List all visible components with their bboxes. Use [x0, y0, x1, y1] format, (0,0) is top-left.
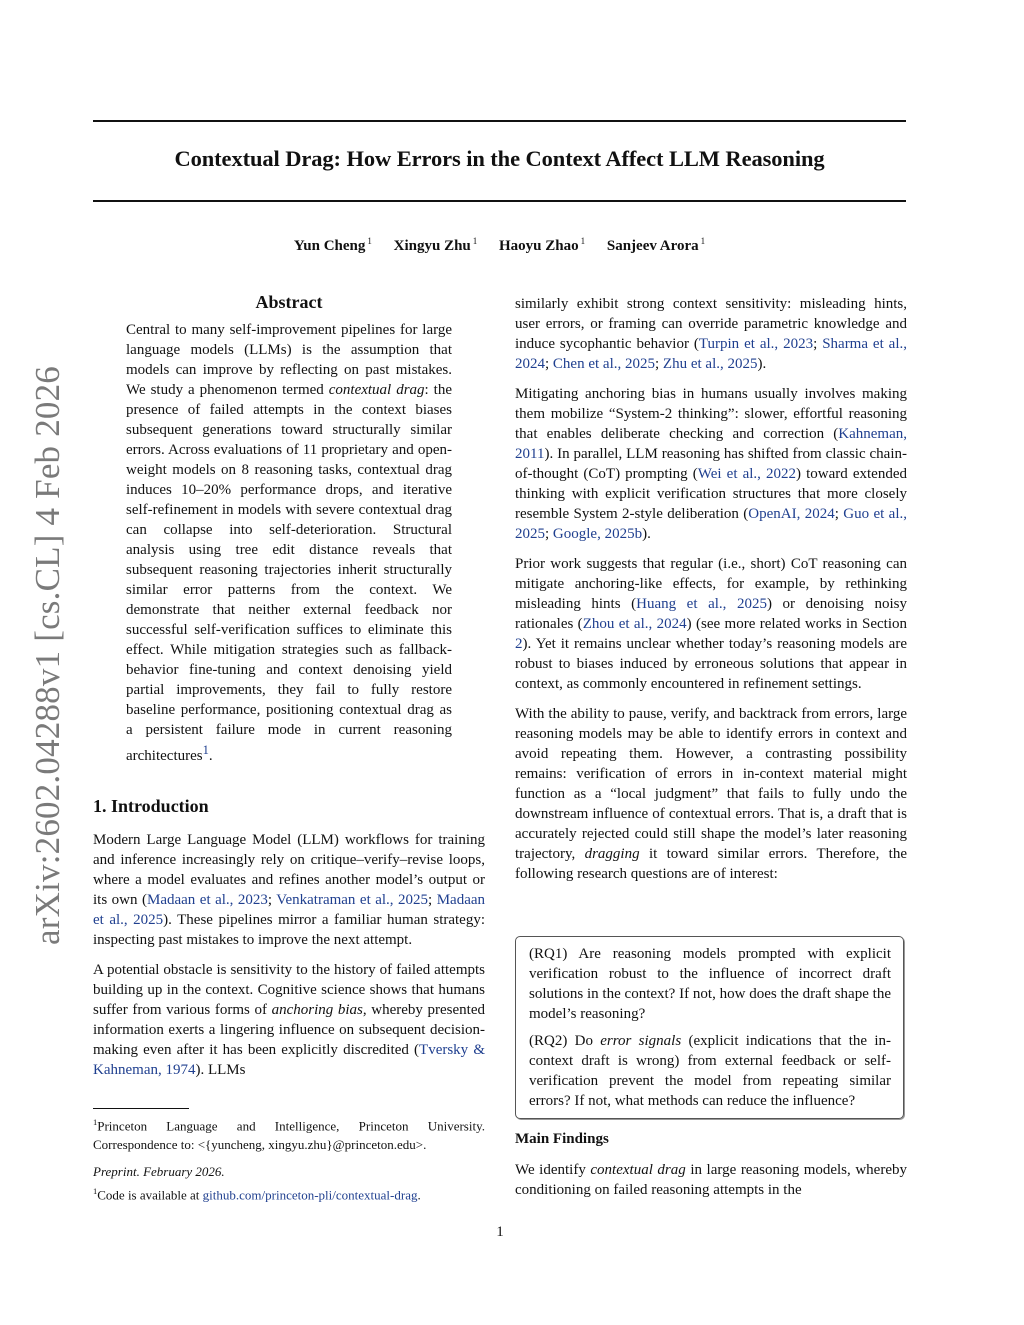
right-column-body — [515, 294, 907, 894]
text-run: ). In parallel, LLM reasoning has shifted from classic chain-of-thought (CoT) prompting ( — [515, 446, 907, 482]
citation-link[interactable]: Madaan et al., 2023 — [146, 892, 268, 908]
emphasis: contextual drag — [590, 1162, 686, 1178]
page-number: 1 — [496, 1224, 504, 1240]
citation-link[interactable]: Guo et al., 2025 — [515, 506, 907, 542]
abstract-end: . — [208, 748, 213, 764]
text-run: ). These pipelines mirror a familiar human strategy: inspecting past mistakes to improve the next attempt. — [93, 912, 486, 948]
author — [294, 238, 372, 254]
text-run: ) (see more related works in Section — [686, 616, 907, 632]
citation-link[interactable]: Sharma et al., 2024 — [515, 336, 907, 372]
author — [607, 238, 705, 254]
citation-link[interactable]: Chen et al., 2025 — [552, 356, 655, 372]
paragraph — [515, 704, 907, 884]
text-run: in large reasoning models, whereby conditioning on failed reasoning attempts in the — [515, 1162, 907, 1198]
author-name: Yun Cheng — [293, 238, 366, 254]
title-rule-bottom — [93, 200, 906, 202]
text-run: ). LLMs — [195, 1062, 246, 1078]
citation-link[interactable]: Turpin et al., 2023 — [698, 336, 814, 352]
intro-body — [93, 830, 485, 1090]
text-run: With the ability to pause, verify, and backtrack from errors, large reasoning models may be able to identify errors in context and avoid repeating them. However, a contrasting possibility remains: verification of errors in in-context material might function as a “local judgment” that fails to fully undo the downstream influence of contextual errors. That is, a draft that is accurately rejected could still shape the model’s later reasoning trajectory, — [515, 706, 907, 862]
author-name: Xingyu Zhu — [393, 238, 471, 254]
author — [499, 238, 585, 254]
main-findings-text — [515, 1160, 907, 1200]
text-run: ; — [545, 526, 553, 542]
emphasis: anchoring bias — [271, 1002, 363, 1018]
text-run: ; — [813, 336, 823, 352]
affiliation-text: Princeton Language and Intelligence, Princeton University. Correspondence to: <{yuncheng, xingyu.zhu}@princeton.edu>. — [93, 1118, 485, 1153]
citation-link[interactable]: Madaan et al., 2025 — [93, 892, 486, 928]
paragraph — [515, 384, 907, 544]
paper-title: Contextual Drag: How Errors in the Context Affect LLM Reasoning — [174, 146, 825, 171]
abstract-part: Central to many self-improvement pipelines for large language models (LLMs) is the assumption that models can improve by reflecting on past mistakes. We study a phenomenon termed — [126, 322, 452, 398]
footnote-rule — [93, 1108, 189, 1109]
author-list — [93, 236, 906, 255]
text-run: A potential obstacle is sensitivity to the history of failed attempts building up in the context. Cognitive science shows that humans suffer from various forms of — [93, 962, 485, 1018]
citation-link[interactable]: Zhu et al., 2025 — [662, 356, 758, 372]
text-run: ) or denoising noisy rationales ( — [515, 596, 907, 632]
affiliation-footnote — [93, 1113, 485, 1154]
text-run: . — [417, 1187, 421, 1203]
citation-link[interactable]: Venkatraman et al., 2025 — [276, 892, 429, 908]
text-run: (explicit indications that the in-context draft is wrong) from external feedback or self-verification prevent the model from repeating similar errors? If not, what methods can reduce the influence? — [529, 1033, 891, 1109]
citation-link[interactable]: OpenAI, 2024 — [748, 506, 835, 522]
citation-link[interactable]: Huang et al., 2025 — [636, 596, 767, 612]
affiliation-mark: 1 — [700, 236, 706, 246]
rq2-text — [529, 1031, 891, 1111]
text-run: ; — [655, 356, 663, 372]
research-questions — [529, 944, 891, 1118]
citation-link[interactable]: Google, 2025b — [552, 526, 643, 542]
text-run: ). — [642, 526, 651, 542]
text-run: ; — [834, 506, 844, 522]
rq1-text: (RQ1) Are reasoning models prompted with explicit verification robust to the influence of incorrect draft solutions in the context? If not, how does the draft shape the model’s reasoning? — [529, 946, 891, 1022]
paragraph — [93, 830, 485, 950]
citation-link[interactable]: Tversky & Kahneman, 1974 — [93, 1042, 485, 1078]
paragraph — [515, 554, 907, 694]
text-run: similarly exhibit strong context sensitivity: misleading hints, user errors, or framing can override parametric knowledge and induce sycophantic behavior ( — [515, 296, 907, 352]
text-run: Mitigating anchoring bias in humans usually involves making them mobilize “System-2 thinking”: slower, effortful reasoning that enables deliberate checking and correction ( — [515, 386, 907, 442]
abstract-heading: Abstract — [255, 292, 323, 312]
section-link[interactable]: 2 — [515, 636, 523, 652]
affiliation-mark: 1 — [580, 236, 586, 246]
author — [394, 238, 478, 254]
citation-link[interactable]: Zhou et al., 2024 — [582, 616, 687, 632]
preprint-note: Preprint. February 2026. — [93, 1164, 225, 1179]
abstract-part: : the presence of failed attempts in the context biases subsequent generations toward structurally similar errors. Across evaluations of 11 proprietary and open-weight models on 8 reasoning tasks, contextual drag induces 10–20% performance drops, and iterative self-refinement in models with severe contextual drag can collapse into self-deterioration. Structural analysis using tree edit distance reveals that subsequent reasoning trajectories inherit structurally similar error patterns from the context. We demonstrate that neither external feedback nor successful self-verification suffices to eliminate this effect. While mitigation strategies such as fallback-behavior fine-tuning and context denoising yield partial improvements, they fail to fully restore baseline performance, positioning contextual drag as a persistent failure mode in current reasoning architectures — [126, 382, 452, 764]
text-run: Prior work suggests that regular (i.e., short) CoT reasoning can mitigate anchoring-like effects, for example, by rethinking misleading hints ( — [515, 556, 907, 612]
affiliation-mark: 1 — [472, 236, 478, 246]
code-link[interactable]: github.com/princeton-pli/contextual-drag — [202, 1187, 418, 1203]
text-run: ; — [545, 356, 553, 372]
author-name: Sanjeev Arora — [606, 238, 699, 254]
text-run: it toward similar errors. Therefore, the following research questions are of interest: — [515, 846, 907, 882]
text-run: We identify — [515, 1162, 591, 1178]
text-run: , whereby presented information exerts a lingering influence on subsequent decision-making even after it has been explicitly discredited ( — [93, 1002, 486, 1058]
text-run: (RQ2) Do — [529, 1033, 601, 1049]
main-findings-heading: Main Findings — [515, 1131, 609, 1147]
title-rule-top — [93, 120, 906, 122]
footnote-mark: 1 — [93, 1117, 98, 1127]
abstract-term: contextual drag — [328, 382, 425, 398]
text-run: ; — [267, 892, 277, 908]
citation-link[interactable]: Kahneman, 2011 — [515, 426, 907, 462]
affiliation-mark: 1 — [367, 236, 372, 246]
section-heading-introduction: 1. Introduction — [93, 796, 209, 816]
text-run: Code is available at — [97, 1187, 203, 1203]
text-run: ; — [428, 892, 437, 908]
text-run: ). — [757, 356, 767, 372]
arxiv-watermark: arXiv:2602.04288v1 [cs.CL] 4 Feb 2026 — [28, 365, 67, 945]
footnote-mark[interactable]: 1 — [202, 743, 209, 757]
abstract-text — [126, 320, 452, 766]
author-name: Haoyu Zhao — [499, 238, 579, 254]
text-run: ) toward extended thinking with explicit verification structures that more closely resemble System 2-style deliberation ( — [515, 466, 907, 522]
citation-link[interactable]: Wei et al., 2022 — [697, 466, 797, 482]
paragraph — [93, 960, 485, 1080]
text-run: ). Yet it remains unclear whether today’s reasoning models are robust to biases induced by erroneous solutions that appear in context, as commonly encountered in refinement settings. — [515, 636, 907, 692]
emphasis: dragging — [584, 846, 640, 862]
paragraph — [515, 294, 907, 374]
footnote-mark: 1 — [93, 1186, 98, 1196]
code-footnote — [93, 1182, 493, 1204]
emphasis: error signals — [600, 1033, 682, 1049]
text-run: Modern Large Language Model (LLM) workflows for training and inference increasingly rely on critique–verify–revise loops, where a model evaluates and refines another model’s output or its own ( — [93, 832, 485, 908]
